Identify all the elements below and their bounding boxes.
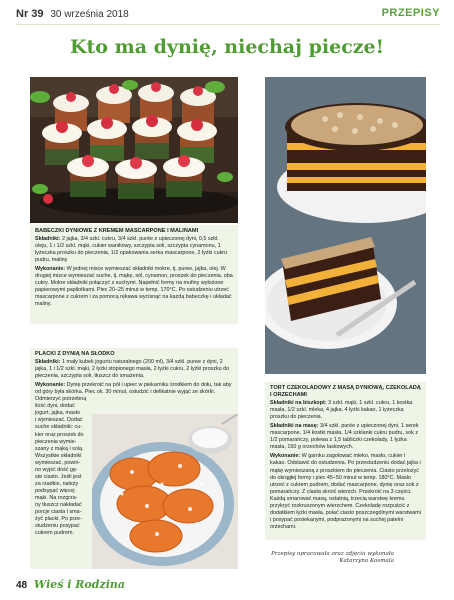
recipe-title: PLACKI Z DYNIĄ NA SŁODKO — [35, 351, 115, 357]
issue-header — [16, 8, 129, 20]
issue-date: 30 września 2018 — [50, 9, 129, 20]
muffins-photo — [30, 77, 238, 223]
preparation-text: Wykonanie: W jednej misce wymieszać składniki mokre, tj. puree, jajka, olej. W drugiej misce wymieszać suche, tj. mąkę, sól, cynamon, proszek do pieczenia, oba cukry. Mokre składniki połączyć z suchymi. Napełnić formy na mufiny wyłożone papierowymi papilotkami. Piec 20–25 minut w temp. 170°C. Po ostudzeniu utrzeć mascarpone z cukrem i za pomocą rękawa wycisnąć na każdą babeczkę i układać maliny. — [35, 266, 233, 308]
recipe-title: BABECZKI DYNIOWE Z KREMEM MASCARPONE I MALINAMI — [35, 228, 199, 234]
recipe-cake — [265, 382, 426, 540]
page-title: Kto ma dynię, niechaj piecze! — [70, 36, 384, 58]
magazine-name: Wieś i Rodzina — [33, 578, 125, 591]
base-ingredients-text: Składniki na biszkopt: 3 szkl. mąki, 1 szkl. cukru, 1 kostka masła, 1/2 szkl. mleka, 4 jajka, 4 łyżki kakao, 1 łyżeczka proszku do pieczenia. — [270, 400, 413, 421]
pancakes-photo — [92, 414, 238, 569]
section-label: PRZEPISY — [381, 7, 440, 19]
header-divider — [16, 24, 440, 25]
page-number: 48 — [16, 580, 28, 591]
preparation-text: Wykonanie: W garnku zagotować mleko, masło, cukier i kakao. Odstawić do ostudzenia. Po przestudzeniu dodać jajka i mąkę wymieszaną z proszkiem do pieczenia. Ciasto przelożyć do okrągłej formy i piec 45–50 minut w temp. 180°C. Masło utrzeć z cukrem pudrem, dodać mascarpone, dynię oraz sok z pomarańczy. Z ciasta skroić wierzch. Przekroić na 3 części. Każdą smarować masą, ostatnią, trzecią warstwę kremu przykryć rozkruszonym wierzchem. Czekoladę rozpuścić z dodatkiem łyżki masła, polać ciasto poszczególnymi warstwami i posypać posiekanymi, podprażonymi na suchej patelni orzechami. — [270, 453, 421, 530]
ingredients-text: Składniki: 2 jajka, 3/4 szkl. cukru, 3/4 szkl. purée z upieczonej dyni, 0,5 szkl. oleju, 1 i 1/2 szkl. mąki, cukier waniliowy, szczypta soli, szczypta cynamonu, 1 łyżeczka proszku do pieczenia, 1/2 opakowania serka mascarpone, 2 łyżki cukru pudru, maliny — [35, 236, 228, 264]
recipe-title: TORT CZEKOLADOWY Z MASĄ DYNIOWĄ, CZEKOLADĄ I ORZECHAMI — [270, 385, 421, 399]
preparation-continued: Odmierzyć potrzebną ilość dyni, dodać jogurt, jajka, masło i wymieszać. Dodać suche składniki: cu- kier oraz proszek do pieczenia wymie- szany z mąką i solą. Wszystkie składniki wymieszać, powin- no wyjść dość gę- ste ciasto. Jeśli jest za rzadkie, należy podsypać więcej mąki. Na rozgrza- ny tłuszcz nakładać porcje ciasta i sma- żyć placki. Po prze- studzeniu posypać cukrem pudrem. — [35, 396, 87, 537]
issue-number: Nr 39 — [16, 8, 44, 20]
cake-photo — [265, 77, 426, 374]
mass-ingredients-text: Składniki na masę: 3/4 szkl. purée z upieczonej dyni, 1 serek mascarpone, 1/4 kostki masła, 1/4 szklanki cukru pudru, sok z 1/2 pomarańczy, polewa z 1,5 tabliczki czekolady, 1 łyżka masła, 150 g orzechów laskowych. — [270, 423, 419, 451]
recipe-muffins — [30, 225, 238, 324]
preparation-text: Wykonanie: Dynię przekroić na pół i upiec w piekarniku środkiem do dołu, tak aby od góry była skórka. Piec ok. 30 minut, ostudzić i delikatnie wyjąć ze skórki. — [35, 382, 232, 396]
ingredients-text: Składniki: 1 mały kubek jogurtu naturalnego (200 ml), 3/4 szkl. puree z dyni, 2 jajka, 1 i 1/2 szkl. mąki, 2 łyżki stopionego masła, 2 łyżki cukru, 2 łyżki proszku do pieczenia, szczypta soli, tłuszcz do smażenia. — [35, 359, 230, 380]
page-footer — [16, 578, 125, 591]
photo-credit: Przepisy opracowała oraz zdjęcia wykonała Katarzyna Kosmala — [271, 551, 394, 564]
